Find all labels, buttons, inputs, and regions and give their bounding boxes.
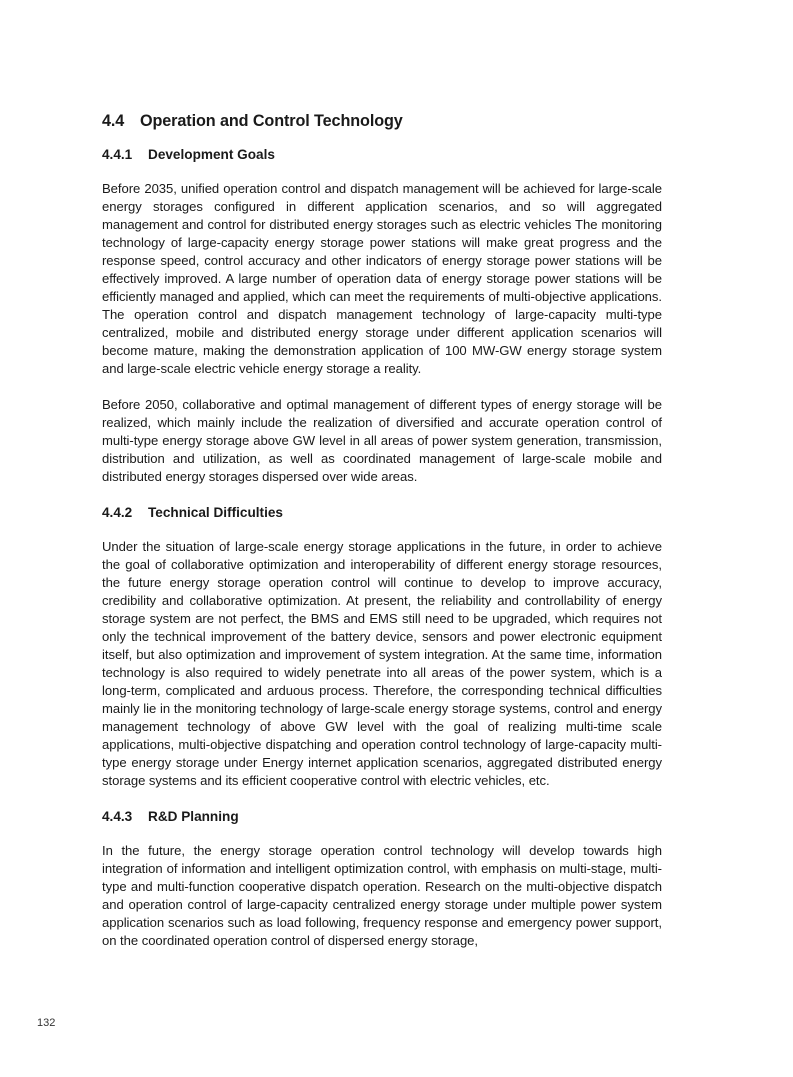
section-number: 4.4 [102, 112, 125, 130]
paragraph: Under the situation of large-scale energy storage applications in the future, in order to achieve the goal of collaborative optimization and interoperability of different energy storage resources, the future energy storage operation control will continue to develop to improve accuracy, credibility and collaborative optimization. At present, the reliability and controllability of energy storage system are not perfect, the BMS and EMS still need to be upgraded, which requires not only the technical improvement of the battery device, sensors and power electronic equipment itself, but also optimization and improvement of system integration. At the same time, information technology is also required to widely penetrate into all areas of the power system, which is a long-term, complicated and arduous process. Therefore, the corresponding technical difficulties mainly lie in the monitoring technology of large-scale energy storage systems, control and energy management technology of above GW level with the goal of realizing multi-time scale applications, multi-objective dispatching and operation control technology of large-capacity multi-type energy storage under Energy internet application scenarios, aggregated distributed energy storage systems and its efficient cooperative control with electric vehicles, etc. [102, 539, 662, 788]
paragraph: Before 2035, unified operation control and dispatch management will be achieved for large-scale energy storages configured in different application scenarios, and so will aggregated management and control for distributed energy storages such as electric vehicles The monitoring technology of large-capacity energy storage power stations will make great progress and the response speed, control accuracy and other indicators of energy storage power stations will be effectively improved. A large number of operation data of energy storage power stations will be efficiently managed and applied, which can meet the requirements of multi-objective applications. The operation control and dispatch management technology of large-capacity multi-type centralized, mobile and distributed energy storage under different application scenarios will become mature, making the demonstration application of 100 MW-GW energy storage system and large-scale electric vehicle energy storage a reality. [102, 181, 662, 376]
subsection-title: Development Goals [148, 147, 275, 162]
subsection-heading-technical-difficulties [102, 504, 662, 522]
subsection-title: R&D Planning [148, 809, 239, 824]
section-heading [102, 110, 662, 132]
page-number: 132 [37, 1017, 56, 1029]
section-title: Operation and Control Technology [140, 112, 403, 130]
subsection-heading-development-goals [102, 146, 662, 164]
paragraph: In the future, the energy storage operation control technology will develop towards high integration of information and intelligent optimization control, with emphasis on multi-stage, multi-type and multi-function cooperative dispatch operation. Research on the multi-objective dispatch and operation control of large-capacity centralized energy storage under multiple power system application scenarios such as load following, frequency response and emergency power support, on the coordinated operation control of dispersed energy storage, [102, 843, 662, 948]
subsection-number: 4.4.3 [102, 809, 133, 824]
subsection-number: 4.4.2 [102, 505, 133, 520]
subsection-number: 4.4.1 [102, 147, 133, 162]
subsection-title: Technical Difficulties [148, 505, 283, 520]
page-content [102, 110, 662, 968]
paragraph: Before 2050, collaborative and optimal management of different types of energy storage will be realized, which mainly include the realization of diversified and accurate operation control of multi-type energy storage above GW level in all areas of power system generation, transmission, distribution and utilization, as well as coordinated management of large-scale mobile and distributed energy storages dispersed over wide areas. [102, 397, 662, 484]
subsection-heading-rd-planning [102, 808, 662, 826]
